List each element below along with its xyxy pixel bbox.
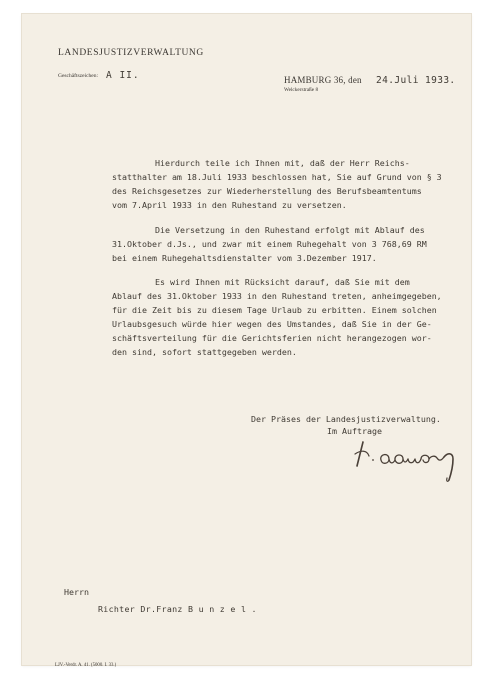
recipient-salutation: Herrn	[64, 587, 89, 597]
body-line: Ablauf des 31.Oktober 1933 in den Ruhestand treten, anheimgegeben,	[112, 291, 442, 301]
recipient-name: Richter Dr.Franz B u n z e l .	[98, 604, 257, 614]
letter-date: 24.Juli 1933.	[376, 75, 456, 86]
body-line: 31.Oktober d.Js., und zwar mit einem Ruhegehalt von 3 768,69 RM	[112, 239, 427, 249]
letter-sheet	[22, 14, 471, 668]
reference-label: Geschäftszeichen:	[58, 73, 99, 79]
reference-value: A II.	[106, 70, 140, 81]
body-line: schäftsverteilung für die Gerichtsferien nicht herangezogen wor-	[112, 333, 432, 343]
body-line: vom 7.April 1933 in den Ruhestand zu versetzen.	[112, 200, 347, 210]
closing-greeting: Der Präses der Landesjustizverwaltung.	[251, 414, 441, 424]
body-line: Es wird Ihnen mit Rücksicht darauf, daß Sie mit dem	[155, 277, 410, 287]
letter-place: HAMBURG 36, den	[284, 75, 362, 85]
body-line: statthalter am 18.Juli 1933 beschlossen hat, Sie auf Grund von § 3	[112, 172, 442, 182]
body-line: des Reichsgesetzes zur Wiederherstellung des Berufsbeamtentums	[112, 186, 422, 196]
body-line: den sind, sofort stattgegeben werden.	[112, 347, 297, 357]
body-line: für die Zeit bis zu diesem Tage Urlaub zu erbitten. Einem solchen	[112, 305, 437, 315]
closing-on-behalf: Im Auftrage	[327, 426, 382, 436]
body-line: Hierdurch teile ich Ihnen mit, daß der Herr Reichs-	[155, 158, 410, 168]
body-line: bei einem Ruhegehaltsdienstalter vom 3.Dezember 1917.	[112, 253, 377, 263]
body-line: Urlaubsgesuch würde hier wegen des Umstandes, daß Sie in der Ge-	[112, 319, 432, 329]
handwritten-signature	[349, 432, 469, 484]
street-address: Welckerstraße 8	[284, 87, 319, 93]
body-line: Die Versetzung in den Ruhestand erfolgt mit Ablauf des	[155, 225, 425, 235]
form-code: LJV.-Verdr. A. 41. (5000. I. 33.)	[55, 663, 117, 668]
organization-name: LANDESJUSTIZVERWALTUNG	[58, 48, 204, 58]
